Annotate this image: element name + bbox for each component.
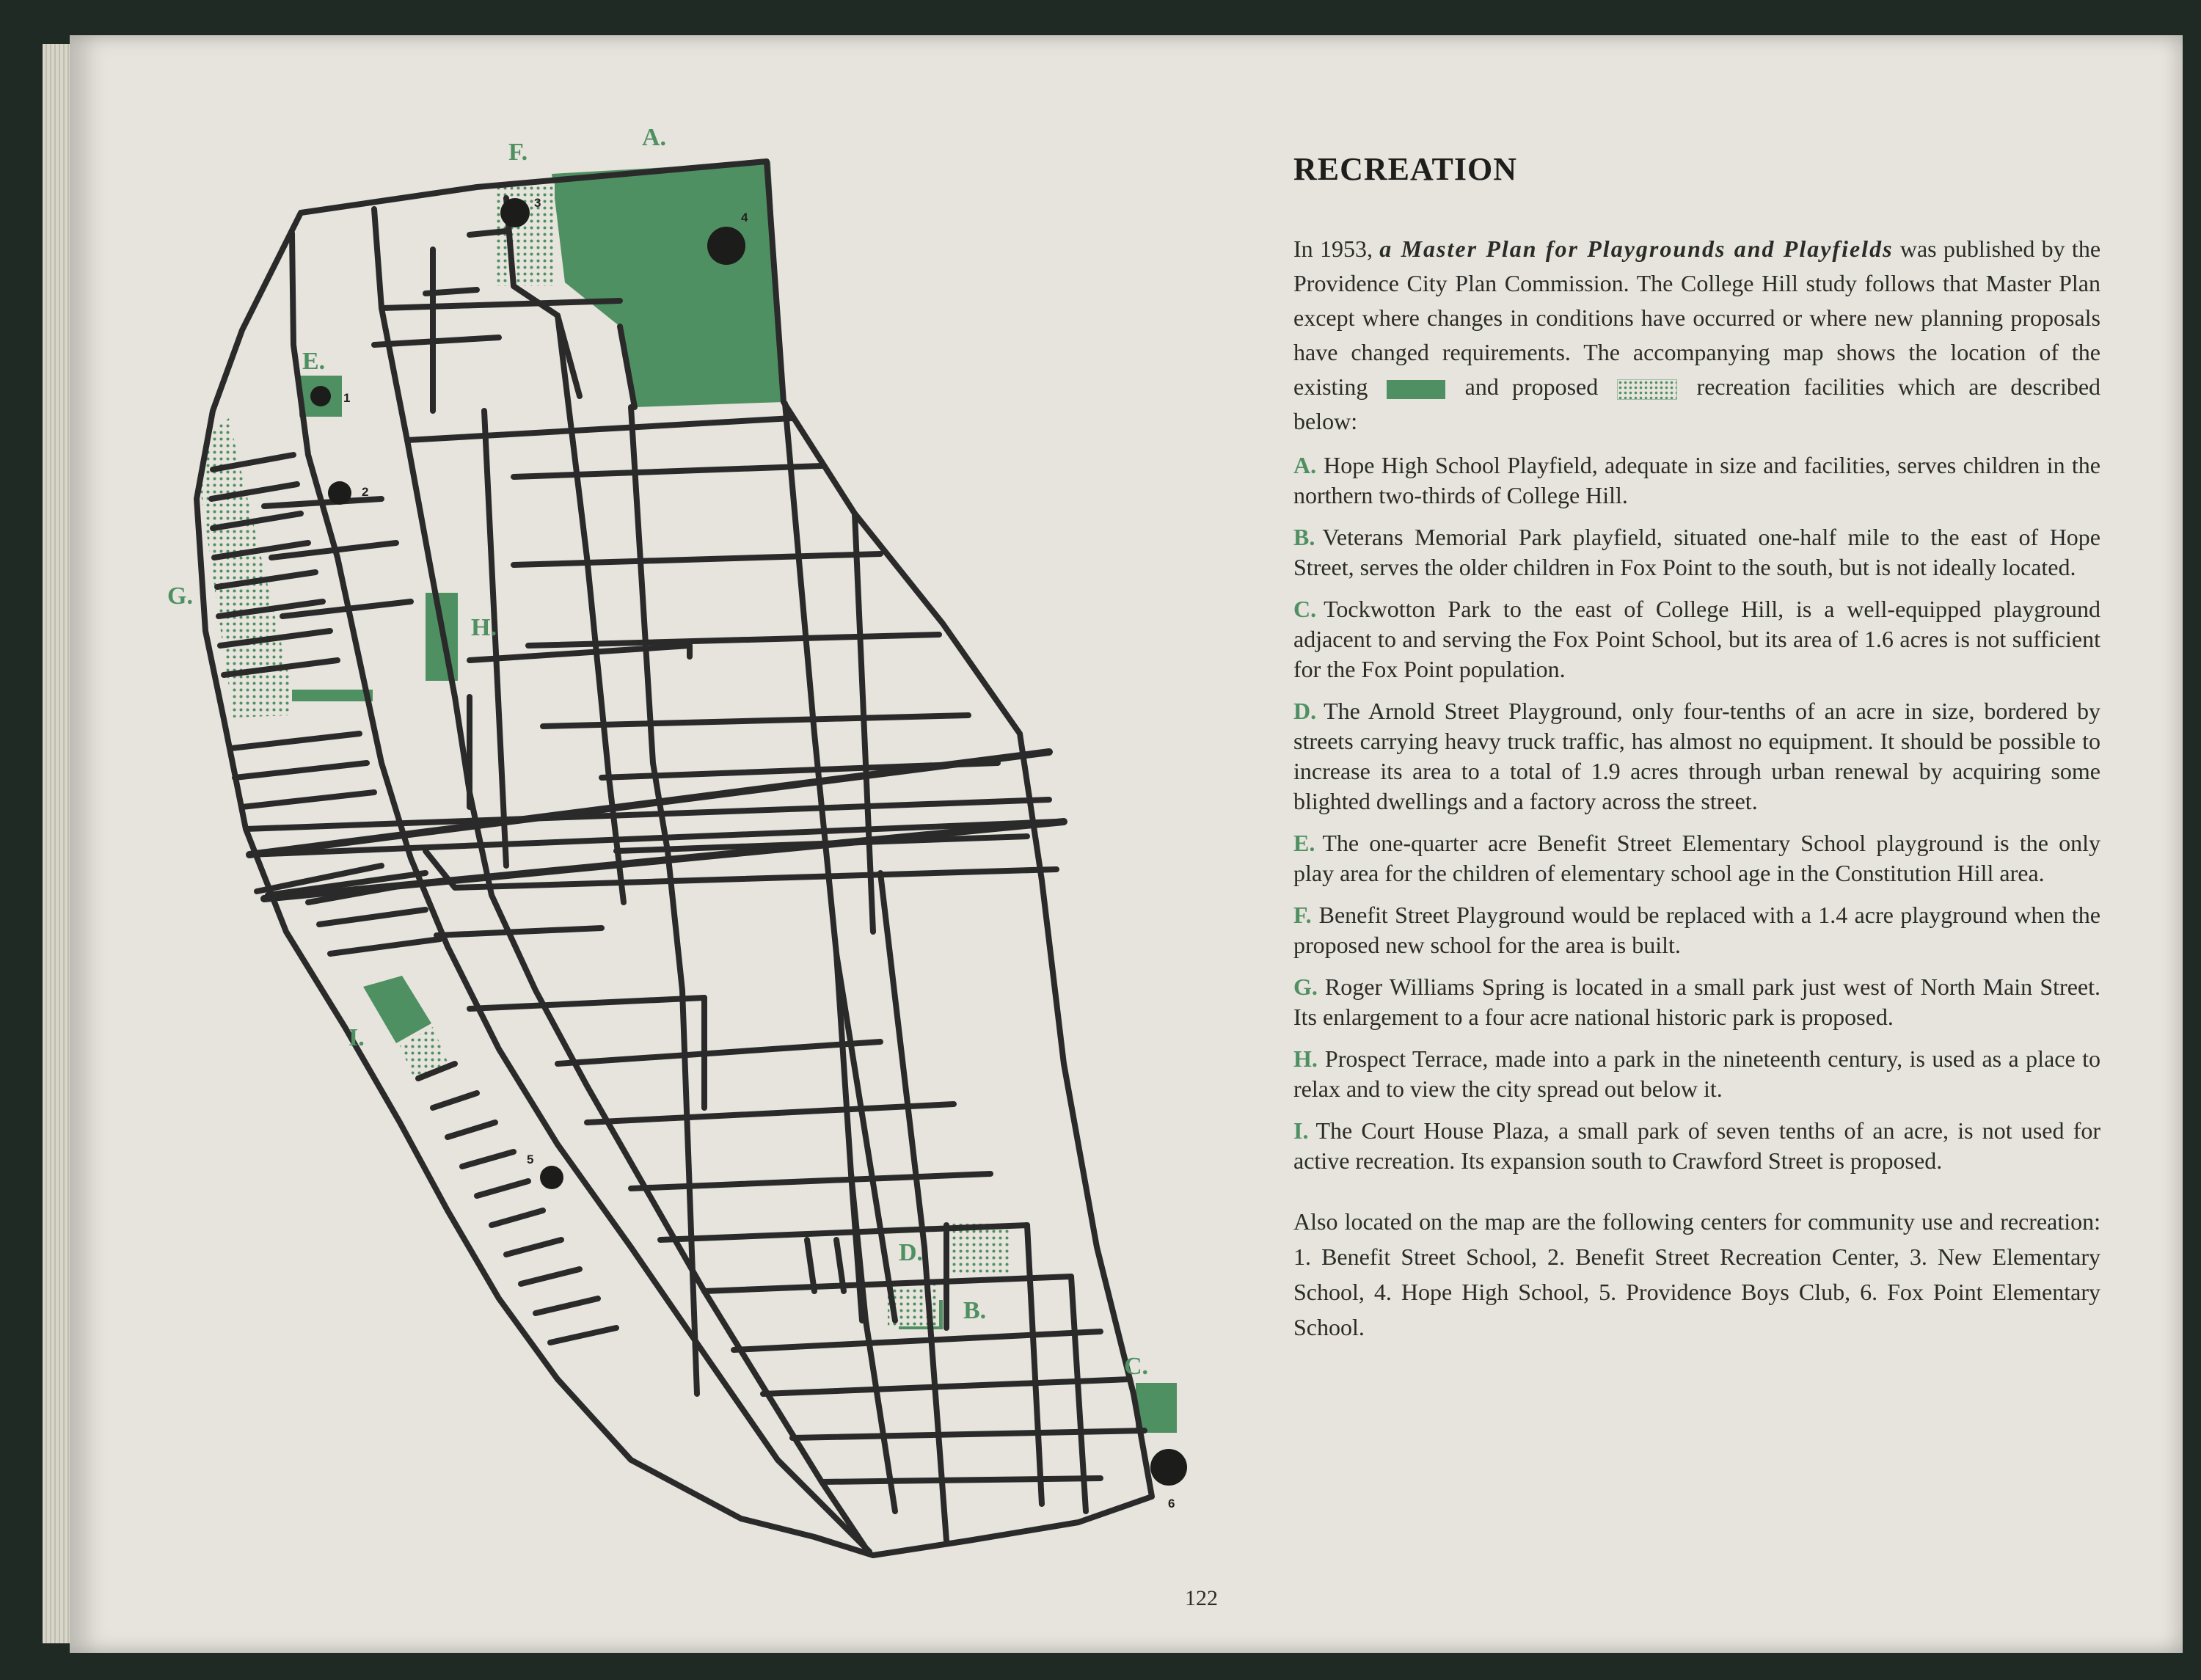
intro-part3: recreation facilities which are described below:	[1293, 373, 2101, 434]
item-b	[1293, 522, 2100, 582]
center-1-marker	[310, 386, 331, 406]
item-e	[1293, 828, 2100, 888]
text-column	[1293, 150, 2100, 1345]
park-a-area	[552, 161, 784, 407]
label-f: F.	[508, 139, 528, 166]
center-6-marker	[1150, 1449, 1187, 1486]
center-6-label: 6	[1168, 1497, 1175, 1511]
intro-part2: was published by the Providence City Plan Commission. The College Hill study follows that Master Plan except where changes in conditions have occurred or where new planning proposals have changed requirements. The accompanying map shows the location of the existing	[1293, 235, 2101, 400]
park-d-proposed	[945, 1224, 1010, 1274]
item-text: Roger Williams Spring is located in a small park just west of North Main Street. Its enlargement to a four acre national historic park is proposed.	[1293, 974, 2100, 1030]
label-d: D.	[899, 1239, 924, 1266]
item-g	[1293, 972, 2100, 1032]
intro-title: a Master Plan for Playgrounds and Playfields	[1379, 235, 1894, 262]
page-heading: RECREATION	[1293, 151, 1518, 187]
item-i	[1293, 1116, 2100, 1176]
item-letter: I.	[1293, 1117, 1309, 1144]
item-text: Hope High School Playfield, adequate in size and facilities, serves children in the northern two-thirds of College Hill.	[1293, 452, 2100, 508]
item-text: Benefit Street Playground would be replaced with a 1.4 acre playground when the proposed new school for the area is built.	[1293, 902, 2100, 958]
item-text: Veterans Memorial Park playfield, situated one-half mile to the east of Hope Street, serves the older children in Fox Point to the south, but is not ideally located.	[1293, 524, 2100, 580]
item-a	[1293, 450, 2100, 511]
proposed-swatch	[1617, 379, 1677, 400]
item-letter: G.	[1293, 974, 1318, 1000]
page-number: 122	[1185, 1586, 1218, 1610]
label-a: A.	[642, 124, 667, 151]
center-1-label: 1	[343, 391, 351, 405]
existing-swatch	[1387, 380, 1445, 399]
center-4-label: 4	[741, 211, 748, 224]
item-text: The one-quarter acre Benefit Street Elementary School playground is the only play area for the children of elementary school age in the Constitution Hill area.	[1293, 830, 2100, 886]
center-2-marker	[328, 481, 351, 505]
center-3-marker	[500, 198, 530, 227]
item-letter: F.	[1293, 902, 1312, 928]
park-i-area	[363, 976, 431, 1043]
label-e: E.	[302, 348, 326, 375]
label-h: H.	[471, 614, 497, 641]
center-3-label: 3	[534, 196, 541, 210]
center-5-label: 5	[527, 1153, 534, 1166]
item-text: Prospect Terrace, made into a park in the nineteenth century, is used as a place to relax and to view the city spread out below it.	[1293, 1045, 2100, 1102]
label-c: C.	[1124, 1353, 1149, 1380]
item-text: Tockwotton Park to the east of College Hill, is a well-equipped playground adjacent to and serving the Fox Point School, but its area of 1.6 acres is not sufficient for the Fox Point population.	[1293, 596, 2100, 682]
item-c	[1293, 594, 2100, 684]
item-d	[1293, 696, 2100, 817]
label-i: I.	[348, 1024, 365, 1051]
intro-paragraph	[1293, 232, 2100, 439]
item-letter: D.	[1293, 698, 1317, 724]
item-letter: A.	[1293, 452, 1317, 478]
item-letter: H.	[1293, 1045, 1318, 1072]
center-5-marker	[540, 1166, 563, 1189]
center-4-marker	[707, 227, 745, 265]
label-g: G.	[167, 582, 193, 610]
item-letter: B.	[1293, 524, 1315, 550]
centers-paragraph: Also located on the map are the following centers for community use and recreation: 1. Benefit Street School, 2. Benefit Street Recreation Center, 3. New Elementary School, 4. Hope High School, 5. Providence Boys Club, 6. Fox Point Elementary School.	[1293, 1208, 2100, 1340]
intro-existing: and proposed	[1464, 373, 1599, 400]
park-g-strip	[292, 690, 373, 701]
item-f	[1293, 900, 2100, 960]
item-text: The Arnold Street Playground, only four-tenths of an acre in size, bordered by streets carrying heavy truck traffic, has almost no equipment. It should be possible to increase its area to a total of 1.9 acres through urban renewal by acquiring some blighted dwellings and a factory across the street.	[1293, 698, 2100, 814]
item-letter: E.	[1293, 830, 1315, 856]
label-b: B.	[963, 1297, 987, 1324]
intro-part1: In 1953,	[1293, 235, 1380, 262]
item-letter: C.	[1293, 596, 1317, 622]
item-text: The Court House Plaza, a small park of seven tenths of an acre, is not used for active recreation. Its expansion south to Crawford Street is proposed.	[1293, 1117, 2100, 1174]
center-2-label: 2	[362, 485, 369, 499]
item-h	[1293, 1044, 2100, 1104]
